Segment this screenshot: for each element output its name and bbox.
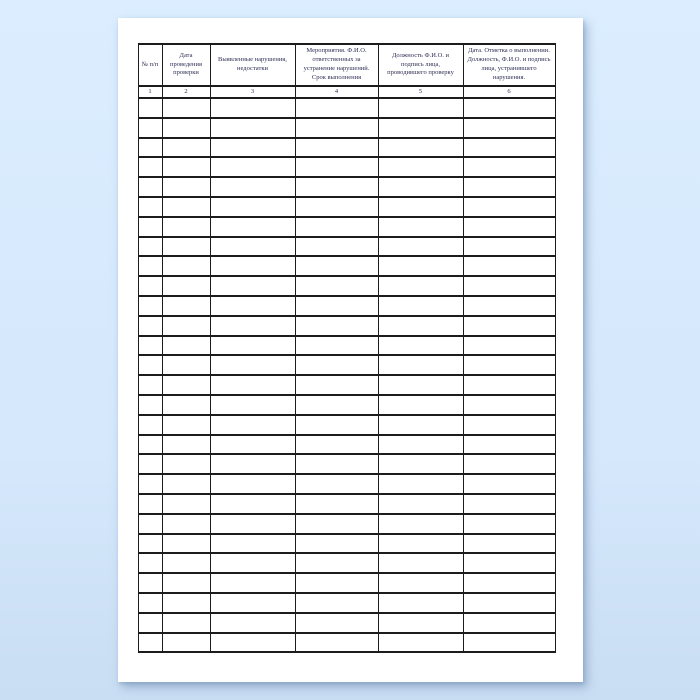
table-row [138, 157, 555, 177]
empty-cell [378, 355, 463, 375]
empty-cell [463, 296, 555, 316]
empty-cell [138, 118, 162, 138]
empty-cell [295, 613, 378, 633]
document-page [118, 18, 583, 682]
empty-cell [138, 534, 162, 554]
empty-cell [295, 593, 378, 613]
empty-cell [210, 336, 295, 356]
table-row [138, 217, 555, 237]
empty-cell [138, 217, 162, 237]
empty-cell [295, 276, 378, 296]
empty-cell [378, 395, 463, 415]
empty-cell [210, 553, 295, 573]
empty-cell [295, 316, 378, 336]
empty-cell [138, 336, 162, 356]
empty-cell [210, 395, 295, 415]
empty-cell [138, 375, 162, 395]
empty-cell [378, 217, 463, 237]
table-row [138, 454, 555, 474]
empty-cell [138, 296, 162, 316]
empty-cell [138, 197, 162, 217]
empty-cell [138, 316, 162, 336]
empty-cell [138, 157, 162, 177]
empty-cell [162, 237, 210, 257]
empty-cell [162, 276, 210, 296]
empty-cell [295, 474, 378, 494]
empty-cell [210, 573, 295, 593]
table-row [138, 415, 555, 435]
table-row [138, 553, 555, 573]
empty-cell [162, 534, 210, 554]
empty-cell [210, 593, 295, 613]
empty-cell [463, 237, 555, 257]
table-row [138, 494, 555, 514]
column-header-check-date: Дата проведения проверки [162, 44, 210, 86]
empty-cell [295, 138, 378, 158]
empty-cell [463, 197, 555, 217]
empty-cell [295, 98, 378, 118]
empty-cell [295, 514, 378, 534]
table-row [138, 316, 555, 336]
empty-cell [295, 118, 378, 138]
empty-cell [463, 435, 555, 455]
empty-cell [295, 573, 378, 593]
column-header-inspector: Должность Ф.И.О. и подпись лица, проводившего проверку [378, 44, 463, 86]
empty-cell [162, 157, 210, 177]
empty-cell [162, 177, 210, 197]
table-row [138, 633, 555, 653]
table-row [138, 573, 555, 593]
empty-cell [162, 336, 210, 356]
empty-cell [378, 177, 463, 197]
empty-cell [378, 98, 463, 118]
table-row [138, 534, 555, 554]
empty-cell [162, 514, 210, 534]
empty-cell [210, 157, 295, 177]
empty-cell [295, 395, 378, 415]
empty-cell [295, 553, 378, 573]
empty-cell [463, 177, 555, 197]
empty-cell [463, 336, 555, 356]
empty-cell [463, 573, 555, 593]
empty-cell [378, 375, 463, 395]
table-row [138, 593, 555, 613]
empty-cell [378, 633, 463, 653]
empty-cell [463, 355, 555, 375]
empty-cell [463, 494, 555, 514]
empty-cell [138, 138, 162, 158]
empty-cell [295, 355, 378, 375]
column-header-violations: Выявленные нарушения, недостатки [210, 44, 295, 86]
empty-cell [295, 336, 378, 356]
empty-cell [162, 217, 210, 237]
empty-cell [463, 138, 555, 158]
empty-cell [162, 553, 210, 573]
column-number: 5 [378, 86, 463, 98]
table-row [138, 375, 555, 395]
empty-cell [295, 217, 378, 237]
empty-cell [378, 514, 463, 534]
empty-cell [138, 573, 162, 593]
column-number: 2 [162, 86, 210, 98]
empty-cell [295, 296, 378, 316]
empty-cell [295, 197, 378, 217]
empty-cell [210, 514, 295, 534]
empty-cell [210, 296, 295, 316]
empty-cell [138, 474, 162, 494]
empty-cell [463, 217, 555, 237]
empty-cell [210, 534, 295, 554]
empty-cell [378, 553, 463, 573]
empty-cell [162, 197, 210, 217]
empty-cell [162, 474, 210, 494]
empty-cell [463, 514, 555, 534]
empty-cell [210, 415, 295, 435]
table-row [138, 355, 555, 375]
empty-cell [162, 494, 210, 514]
table-row [138, 118, 555, 138]
table-row [138, 613, 555, 633]
empty-cell [210, 197, 295, 217]
empty-cell [210, 435, 295, 455]
column-header-completion: Дата. Отметка о выполнении. Должность, Ф.И.О. и подпись лица, устранившего нарушения. [463, 44, 555, 86]
table-row [138, 98, 555, 118]
empty-cell [162, 98, 210, 118]
empty-cell [378, 118, 463, 138]
empty-cell [378, 316, 463, 336]
empty-cell [162, 593, 210, 613]
column-header-number: № п/п [138, 44, 162, 86]
empty-cell [378, 197, 463, 217]
table-row [138, 474, 555, 494]
empty-cell [463, 375, 555, 395]
empty-cell [162, 316, 210, 336]
header-row [138, 44, 555, 86]
empty-cell [162, 355, 210, 375]
empty-cell [295, 375, 378, 395]
empty-cell [138, 494, 162, 514]
empty-cell [138, 276, 162, 296]
empty-cell [138, 98, 162, 118]
empty-cell [210, 633, 295, 653]
empty-cell [378, 296, 463, 316]
empty-cell [463, 157, 555, 177]
table-body [138, 98, 555, 652]
empty-cell [295, 177, 378, 197]
empty-cell [378, 494, 463, 514]
empty-cell [295, 237, 378, 257]
empty-cell [138, 454, 162, 474]
column-number: 1 [138, 86, 162, 98]
empty-cell [210, 256, 295, 276]
empty-cell [463, 395, 555, 415]
empty-cell [210, 177, 295, 197]
table-row [138, 395, 555, 415]
empty-cell [295, 415, 378, 435]
empty-cell [210, 276, 295, 296]
empty-cell [378, 256, 463, 276]
empty-cell [463, 98, 555, 118]
table-row [138, 336, 555, 356]
empty-cell [378, 593, 463, 613]
empty-cell [138, 355, 162, 375]
empty-cell [295, 256, 378, 276]
column-number-row [138, 86, 555, 98]
empty-cell [463, 474, 555, 494]
empty-cell [378, 237, 463, 257]
table-row [138, 237, 555, 257]
empty-cell [378, 573, 463, 593]
empty-cell [138, 256, 162, 276]
empty-cell [138, 237, 162, 257]
empty-cell [138, 177, 162, 197]
empty-cell [378, 613, 463, 633]
empty-cell [210, 316, 295, 336]
empty-cell [162, 118, 210, 138]
empty-cell [295, 534, 378, 554]
empty-cell [463, 534, 555, 554]
column-number: 6 [463, 86, 555, 98]
table-row [138, 514, 555, 534]
inspection-journal-table [138, 43, 556, 653]
empty-cell [378, 435, 463, 455]
table-row [138, 276, 555, 296]
empty-cell [463, 415, 555, 435]
empty-cell [162, 415, 210, 435]
empty-cell [378, 534, 463, 554]
empty-cell [378, 474, 463, 494]
empty-cell [210, 474, 295, 494]
empty-cell [210, 454, 295, 474]
empty-cell [210, 237, 295, 257]
empty-cell [463, 633, 555, 653]
empty-cell [463, 256, 555, 276]
empty-cell [162, 573, 210, 593]
empty-cell [162, 256, 210, 276]
empty-cell [210, 375, 295, 395]
empty-cell [162, 633, 210, 653]
empty-cell [138, 395, 162, 415]
empty-cell [378, 454, 463, 474]
empty-cell [138, 514, 162, 534]
table-head [138, 44, 555, 98]
empty-cell [210, 98, 295, 118]
table-row [138, 197, 555, 217]
empty-cell [378, 276, 463, 296]
empty-cell [378, 157, 463, 177]
empty-cell [210, 355, 295, 375]
empty-cell [463, 316, 555, 336]
empty-cell [138, 415, 162, 435]
empty-cell [162, 435, 210, 455]
empty-cell [463, 454, 555, 474]
empty-cell [162, 454, 210, 474]
empty-cell [295, 454, 378, 474]
empty-cell [162, 395, 210, 415]
empty-cell [378, 415, 463, 435]
empty-cell [138, 593, 162, 613]
empty-cell [210, 217, 295, 237]
empty-cell [210, 118, 295, 138]
empty-cell [162, 138, 210, 158]
empty-cell [162, 296, 210, 316]
table-row [138, 435, 555, 455]
empty-cell [210, 138, 295, 158]
empty-cell [295, 494, 378, 514]
empty-cell [295, 633, 378, 653]
column-number: 4 [295, 86, 378, 98]
empty-cell [138, 553, 162, 573]
empty-cell [138, 633, 162, 653]
empty-cell [463, 613, 555, 633]
column-header-measures: Мероприятия. Ф.И.О. ответственных за устранение нарушений. Срок выполнения [295, 44, 378, 86]
empty-cell [295, 157, 378, 177]
table-row [138, 138, 555, 158]
empty-cell [463, 118, 555, 138]
empty-cell [378, 336, 463, 356]
table-row [138, 296, 555, 316]
table-row [138, 177, 555, 197]
empty-cell [138, 613, 162, 633]
empty-cell [138, 435, 162, 455]
empty-cell [295, 435, 378, 455]
empty-cell [210, 494, 295, 514]
table-row [138, 256, 555, 276]
column-number: 3 [210, 86, 295, 98]
empty-cell [210, 613, 295, 633]
empty-cell [463, 553, 555, 573]
empty-cell [378, 138, 463, 158]
empty-cell [463, 593, 555, 613]
empty-cell [463, 276, 555, 296]
empty-cell [162, 375, 210, 395]
empty-cell [162, 613, 210, 633]
